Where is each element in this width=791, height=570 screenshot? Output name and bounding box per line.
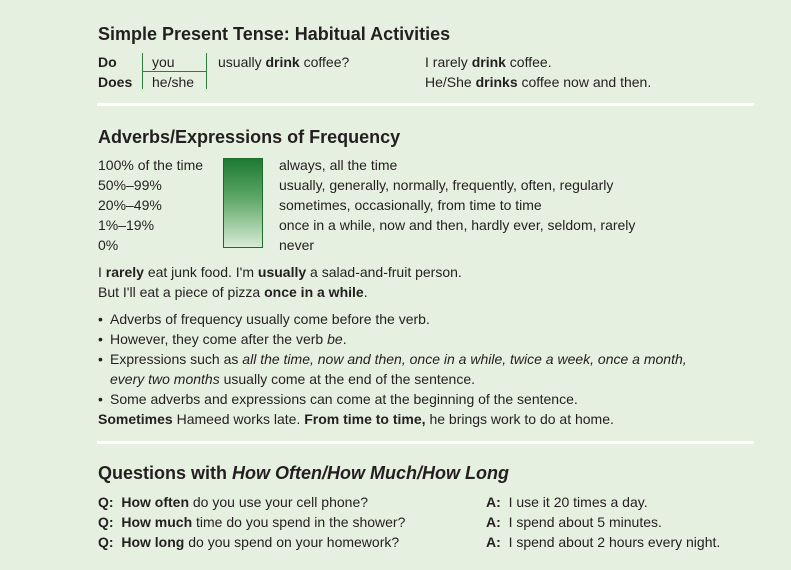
percent-label: 20%–49%: [98, 197, 162, 213]
frequency-gradient-bar: [223, 158, 263, 248]
section1-title: Simple Present Tense: Habitual Activities: [98, 24, 451, 44]
example-sentence-2: He/She drinks coffee now and then.: [425, 74, 652, 90]
frequency-expressions: always, all the time: [279, 157, 398, 173]
frequency-expressions: once in a while, now and then, hardly ever, seldom, rarely: [279, 217, 636, 233]
percent-label: 100% of the time: [98, 157, 204, 173]
bullet-dot: •: [98, 331, 103, 347]
frequency-expressions: never: [279, 237, 315, 253]
frequency-expressions: sometimes, occasionally, from time to time: [279, 197, 542, 213]
answer-row: A: I use it 20 times a day.: [486, 494, 648, 510]
bullet-text-1: Adverbs of frequency usually come before the verb.: [110, 311, 430, 327]
answer-row: A: I spend about 2 hours every night.: [486, 534, 721, 550]
bullet-text-3-line1: Expressions such as all the time, now and then, once in a while, twice a week, once a month,: [110, 351, 687, 367]
section-divider-1: [97, 103, 754, 106]
row1-subject: you: [152, 54, 175, 70]
bullet-dot: •: [98, 311, 103, 327]
bullet-text-3-line2: every two months usually come at the end of the sentence.: [110, 371, 475, 387]
percent-label: 1%–19%: [98, 217, 155, 233]
section-divider-2: [97, 441, 754, 444]
row2-subject: he/she: [152, 74, 195, 90]
bullet-dot: •: [98, 351, 103, 367]
percent-label: 0%: [98, 237, 119, 253]
bullet-text-4: Some adverbs and expressions can come at the beginning of the sentence.: [110, 391, 578, 407]
example-line-3: Sometimes Hameed works late. From time to time, he brings work to do at home.: [98, 411, 614, 427]
question-pattern: usually drink coffee?: [218, 54, 350, 70]
table-divider-h: [142, 71, 207, 72]
question-row: Q: How often do you use your cell phone?: [98, 494, 369, 510]
section3-title: Questions with How Often/How Much/How Long: [98, 463, 509, 483]
bullet-dot: •: [98, 391, 103, 407]
question-row: Q: How much time do you spend in the shower?: [98, 514, 406, 530]
percent-label: 50%–99%: [98, 177, 162, 193]
row1-aux: Do: [98, 54, 117, 70]
example-line-2: But I'll eat a piece of pizza once in a while.: [98, 284, 368, 300]
row2-aux: Does: [98, 74, 133, 90]
frequency-expressions: usually, generally, normally, frequently, often, regularly: [279, 177, 614, 193]
example-line-1: I rarely eat junk food. I'm usually a salad-and-fruit person.: [98, 264, 462, 280]
bullet-text-2: However, they come after the verb be.: [110, 331, 347, 347]
answer-row: A: I spend about 5 minutes.: [486, 514, 662, 530]
section2-title: Adverbs/Expressions of Frequency: [98, 127, 401, 147]
question-row: Q: How long do you spend on your homework?: [98, 534, 400, 550]
example-sentence-1: I rarely drink coffee.: [425, 54, 552, 70]
